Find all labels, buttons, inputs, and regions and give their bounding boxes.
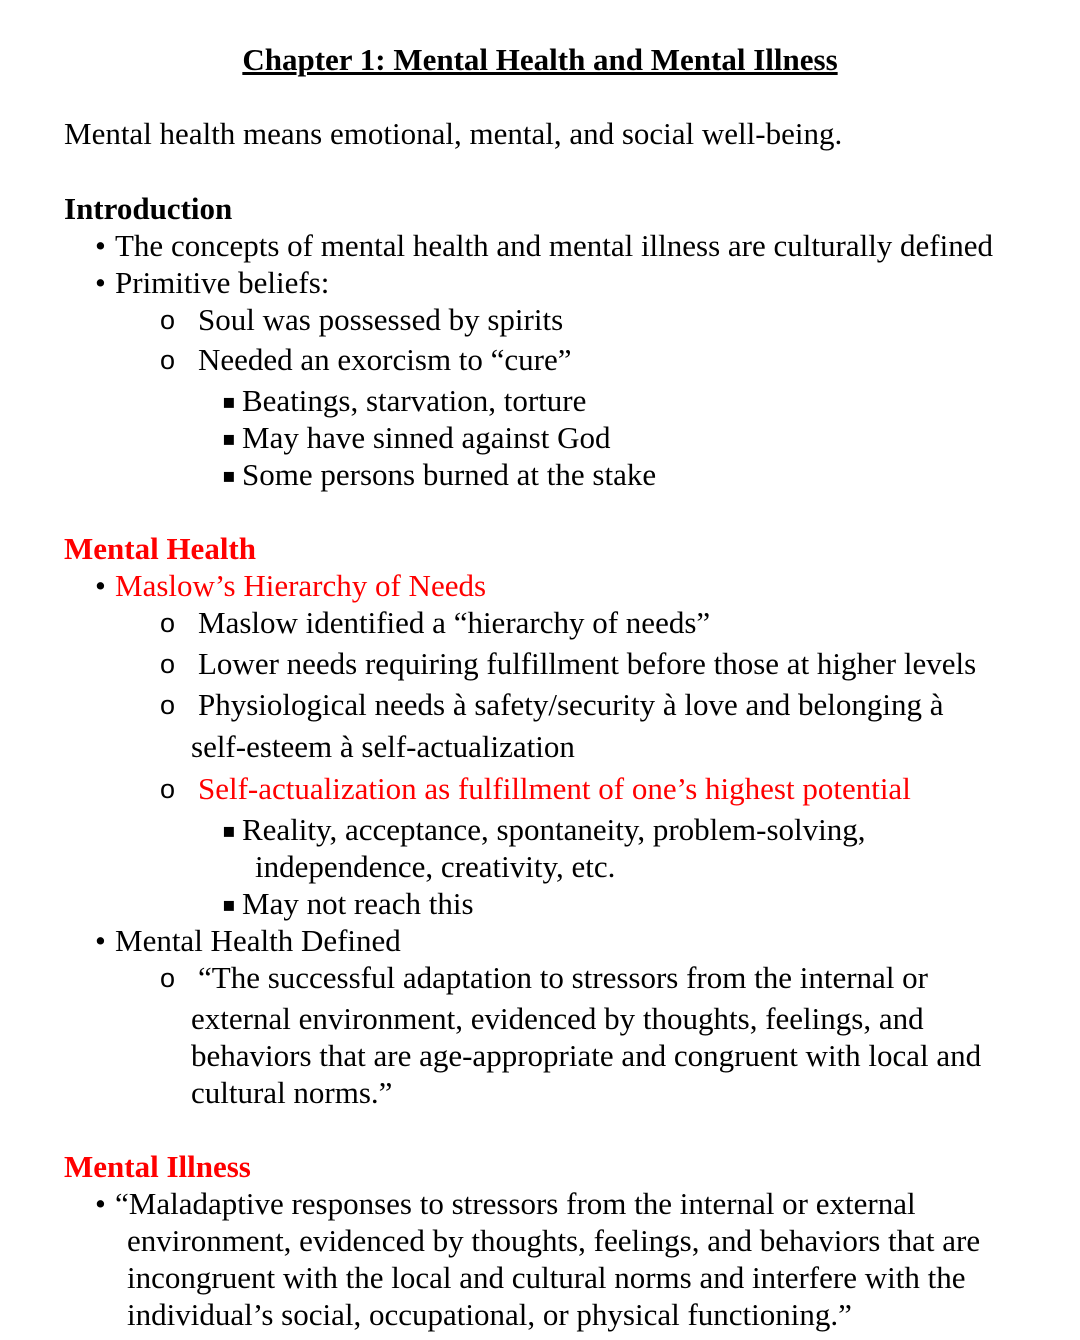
circle-marker: o xyxy=(160,649,176,679)
bullet-marker: • xyxy=(95,568,106,603)
circle-marker: o xyxy=(160,608,176,638)
circle-marker: o xyxy=(160,305,176,335)
bullet-marker: • xyxy=(95,228,106,263)
illness-definition-line-3: incongruent with the local and cultural norms and interfere with the xyxy=(127,1260,966,1295)
bullet-marker: • xyxy=(95,923,106,958)
square-marker: ▪ xyxy=(222,818,236,842)
intro-bullet-1: The concepts of mental health and mental illness are culturally defined xyxy=(115,228,994,263)
square-marker: ▪ xyxy=(222,892,236,916)
circle-marker: o xyxy=(160,963,176,993)
square-marker: ▪ xyxy=(222,389,236,413)
definition-line-3: behaviors that are age-appropriate and congruent with local and xyxy=(191,1038,982,1073)
definition-line-2: external environment, evidenced by thoughts, feelings, and xyxy=(191,1001,924,1036)
illness-definition-line-4: individual’s social, occupational, or physical functioning.” xyxy=(127,1297,852,1332)
intro-detail-3: Some persons burned at the stake xyxy=(242,457,657,492)
bullet-marker: • xyxy=(95,1186,106,1221)
definition-line-1: “The successful adaptation to stressors from the internal or xyxy=(198,960,928,995)
maslow-sub-3-line-2: self-esteem à self-actualization xyxy=(191,729,575,764)
circle-marker: o xyxy=(160,690,176,720)
section-heading-mental-health: Mental Health xyxy=(64,531,256,566)
section-heading-mental-illness: Mental Illness xyxy=(64,1149,251,1184)
square-marker: ▪ xyxy=(222,426,236,450)
section-heading-introduction: Introduction xyxy=(64,191,233,226)
self-actualization-detail-1-line-1: Reality, acceptance, spontaneity, problem-solving, xyxy=(242,812,866,847)
maslow-sub-1: Maslow identified a “hierarchy of needs” xyxy=(198,605,711,640)
intro-bullet-2: Primitive beliefs: xyxy=(115,265,330,300)
intro-sub-1: Soul was possessed by spirits xyxy=(198,302,564,337)
square-marker: ▪ xyxy=(222,463,236,487)
maslow-sub-2: Lower needs requiring fulfillment before those at higher levels xyxy=(198,646,977,681)
maslow-bullet: Maslow’s Hierarchy of Needs xyxy=(115,568,487,603)
mental-health-defined-bullet: Mental Health Defined xyxy=(115,923,401,958)
intro-detail-2: May have sinned against God xyxy=(242,420,611,455)
circle-marker: o xyxy=(160,345,176,375)
maslow-sub-4: Self-actualization as fulfillment of one’s highest potential xyxy=(198,771,911,806)
page-title: Chapter 1: Mental Health and Mental Illness xyxy=(242,42,838,77)
illness-definition-line-2: environment, evidenced by thoughts, feelings, and behaviors that are xyxy=(127,1223,981,1258)
intro-line: Mental health means emotional, mental, and social well-being. xyxy=(64,116,843,151)
illness-definition-line-1: “Maladaptive responses to stressors from the internal or external xyxy=(115,1186,916,1221)
intro-detail-1: Beatings, starvation, torture xyxy=(242,383,587,418)
circle-marker: o xyxy=(160,774,176,804)
bullet-marker: • xyxy=(95,265,106,300)
maslow-sub-3-line-1: Physiological needs à safety/security à love and belonging à xyxy=(198,687,944,722)
self-actualization-detail-1-line-2: independence, creativity, etc. xyxy=(255,849,616,884)
definition-line-4: cultural norms.” xyxy=(191,1075,393,1110)
self-actualization-detail-2: May not reach this xyxy=(242,886,474,921)
intro-sub-2: Needed an exorcism to “cure” xyxy=(198,342,572,377)
